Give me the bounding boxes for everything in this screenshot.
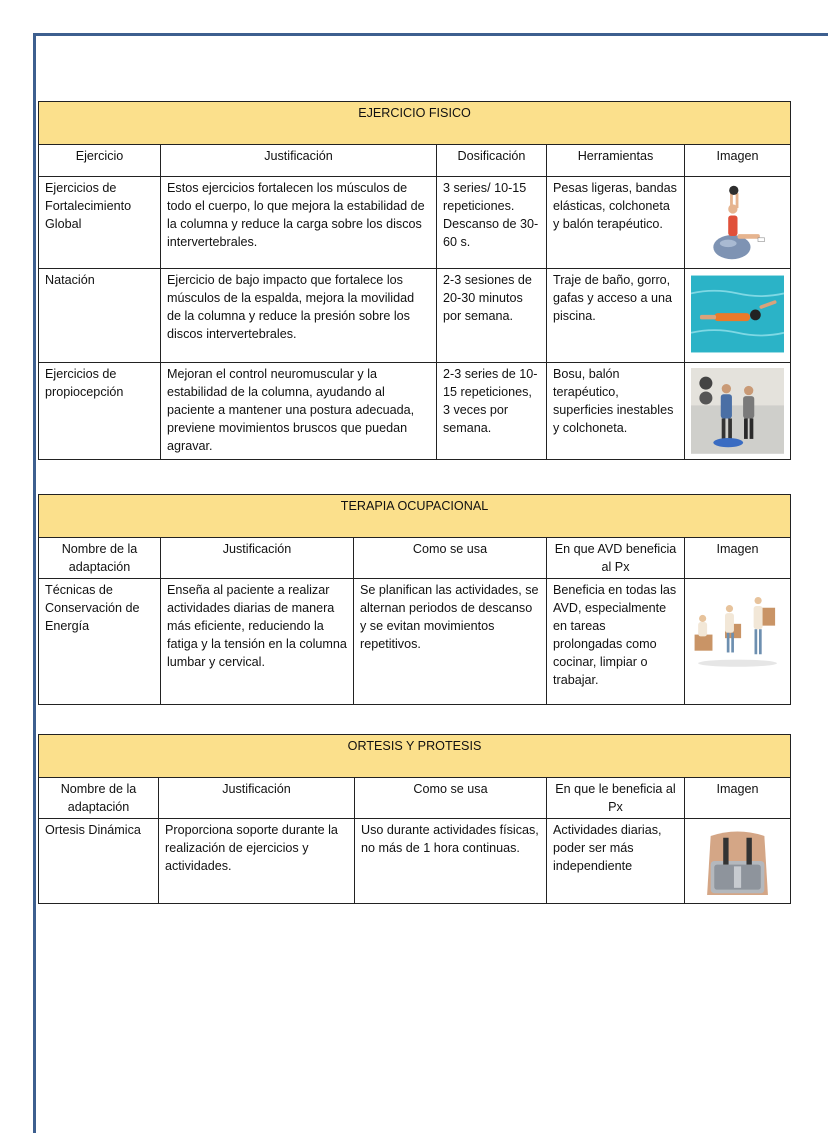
header-justificacion: Justificación (161, 145, 437, 177)
box-lifting-icon (691, 581, 784, 681)
header-justificacion: Justificación (159, 778, 355, 819)
back-brace-icon (691, 821, 784, 901)
terapia-title: TERAPIA OCUPACIONAL (39, 495, 791, 538)
row-image (685, 579, 791, 705)
row-name: Técnicas de Conservación de Energía (39, 579, 161, 705)
row-justificacion: Proporciona soporte durante la realización de ejercicios y actividades. (159, 819, 355, 904)
header-nombre: Nombre de la adaptación (39, 778, 159, 819)
header-imagen: Imagen (685, 778, 791, 819)
row-beneficio: Actividades diarias, poder ser más independiente (547, 819, 685, 904)
ejercicio-title: EJERCICIO FISICO (39, 102, 791, 145)
table-row (39, 177, 791, 269)
header-uso: Como se usa (354, 538, 547, 579)
row-justificacion: Enseña al paciente a realizar actividades diarias de manera más eficiente, reduciendo la fatiga y la tensión en la columna lumbar y cervical. (161, 579, 354, 705)
terapia-ocupacional-table (38, 494, 791, 705)
row-uso: Se planifican las actividades, se alternan periodos de descanso y se evitan movimientos repetitivos. (354, 579, 547, 705)
header-nombre: Nombre de la adaptación (39, 538, 161, 579)
table-row (39, 269, 791, 363)
row-image (685, 269, 791, 363)
row-herramientas: Traje de baño, gorro, gafas y acceso a una piscina. (547, 269, 685, 363)
balance-training-icon (691, 365, 784, 457)
header-justificacion: Justificación (161, 538, 354, 579)
row-dosificacion: 2-3 series de 10-15 repeticiones, 3 veces por semana. (437, 363, 547, 460)
row-name: Ortesis Dinámica (39, 819, 159, 904)
row-beneficio: Beneficia en todas las AVD, especialmente en tareas prolongadas como cocinar, limpiar o trabajar. (547, 579, 685, 705)
table-row (39, 363, 791, 460)
swimming-icon (691, 271, 784, 357)
table-row (39, 579, 791, 705)
header-uso: Como se usa (355, 778, 547, 819)
row-herramientas: Bosu, balón terapéutico, superficies inestables y colchoneta. (547, 363, 685, 460)
row-image (685, 177, 791, 269)
row-justificacion: Estos ejercicios fortalecen los músculos de todo el cuerpo, lo que mejora la estabilidad de la columna y reduce la carga sobre los discos intervertebrales. (161, 177, 437, 269)
row-name: Natación (39, 269, 161, 363)
row-image (685, 819, 791, 904)
row-name: Ejercicios de Fortalecimiento Global (39, 177, 161, 269)
row-uso: Uso durante actividades físicas, no más de 1 hora continuas. (355, 819, 547, 904)
row-dosificacion: 3 series/ 10-15 repeticiones. Descanso de 30-60 s. (437, 177, 547, 269)
table-row (39, 819, 791, 904)
header-dosificacion: Dosificación (437, 145, 547, 177)
ortesis-title: ORTESIS Y PROTESIS (39, 735, 791, 778)
row-dosificacion: 2-3 sesiones de 20-30 minutos por semana. (437, 269, 547, 363)
ortesis-table (38, 734, 791, 904)
header-herramientas: Herramientas (547, 145, 685, 177)
exercise-ball-icon (691, 179, 784, 265)
row-herramientas: Pesas ligeras, bandas elásticas, colchoneta y balón terapéutico. (547, 177, 685, 269)
header-imagen: Imagen (685, 145, 791, 177)
row-justificacion: Ejercicio de bajo impacto que fortalece los músculos de la espalda, mejora la movilidad de la columna y reduce la presión sobre los discos intervertebrales. (161, 269, 437, 363)
header-imagen: Imagen (685, 538, 791, 579)
header-beneficio: En que le beneficia al Px (547, 778, 685, 819)
header-beneficio: En que AVD beneficia al Px (547, 538, 685, 579)
header-ejercicio: Ejercicio (39, 145, 161, 177)
row-image (685, 363, 791, 460)
row-justificacion: Mejoran el control neuromuscular y la estabilidad de la columna, ayudando al paciente a mantener una postura adecuada, previene movimientos bruscos que puedan agravar. (161, 363, 437, 460)
ejercicio-fisico-table (38, 101, 791, 460)
row-name: Ejercicios de propiocepción (39, 363, 161, 460)
